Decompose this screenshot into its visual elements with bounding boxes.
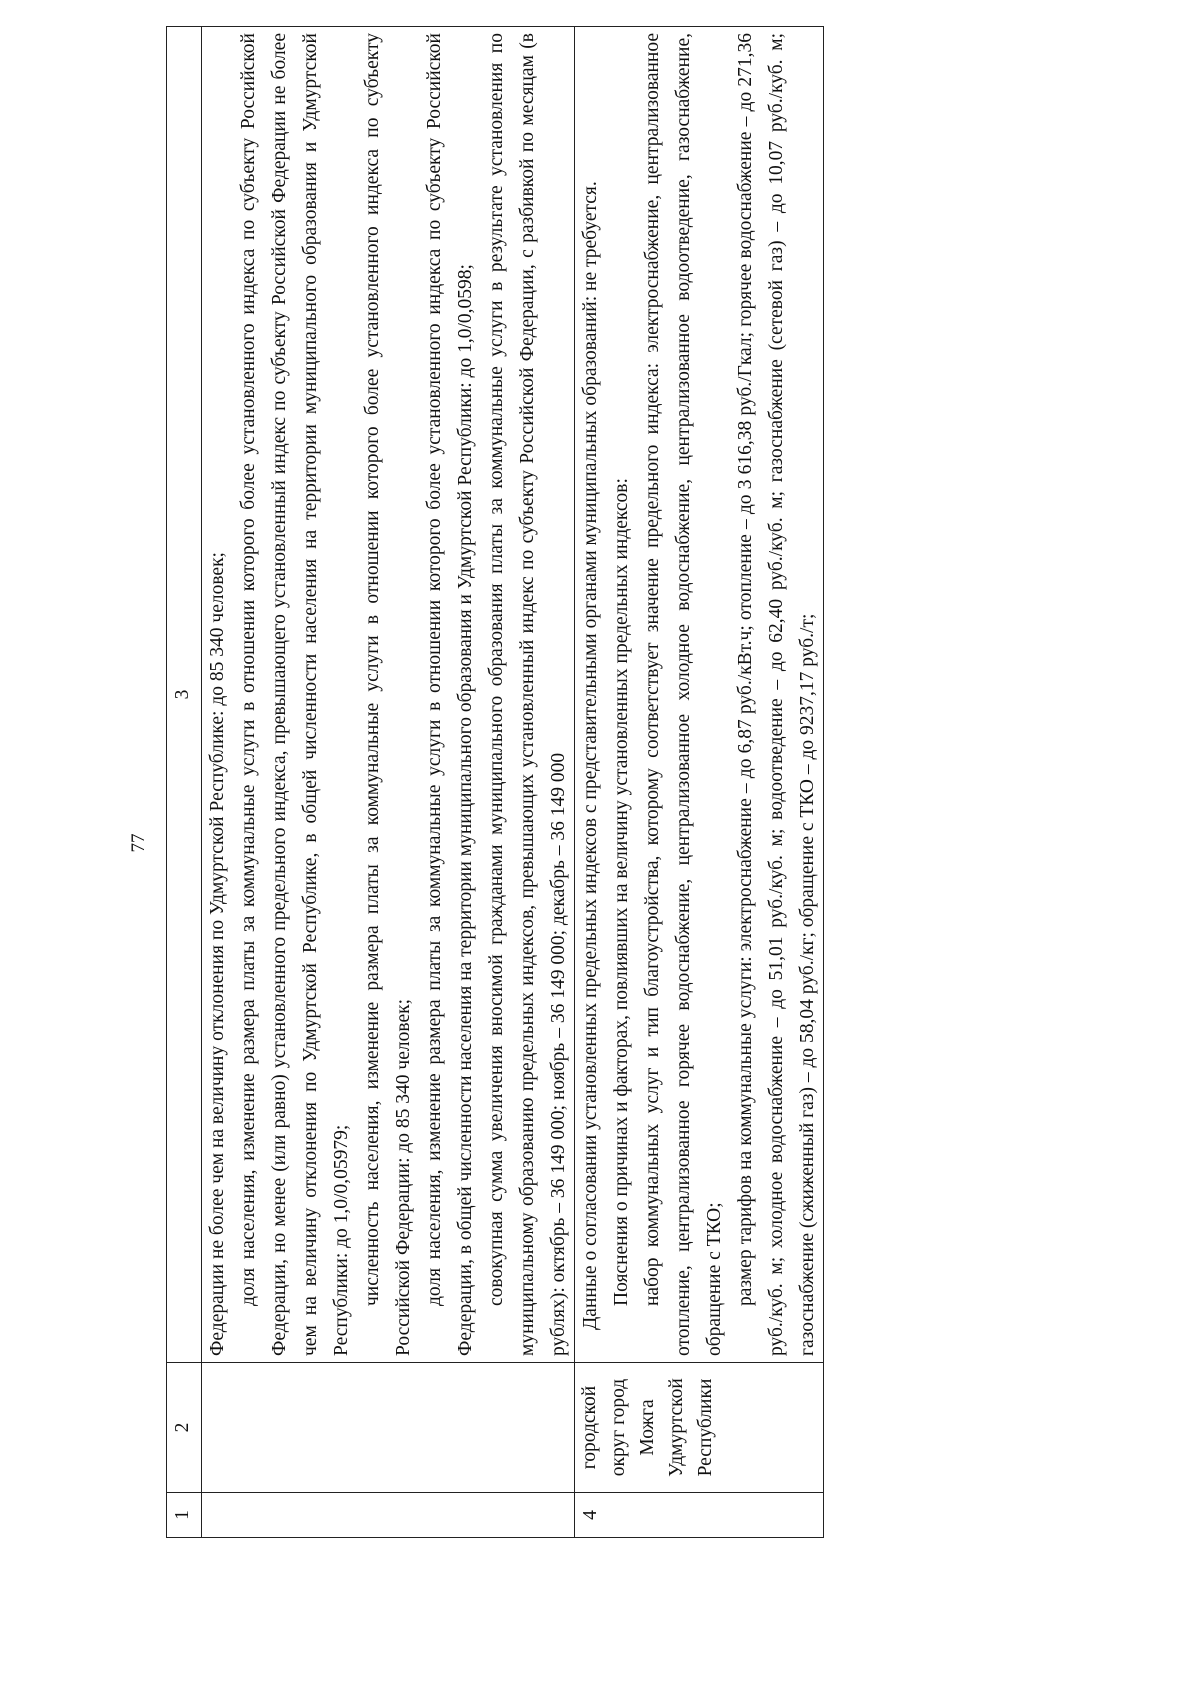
paragraph: Пояснения о причинах и факторах, повлиявших на величину установленных предельных индексов: (611, 478, 632, 1306)
row-content (575, 27, 824, 1363)
paragraph: численность населения, изменение размера платы за коммунальные услуги в отношении которого более установленного индекса по субъекту Российской Федерации: до 85 340 человек; (362, 33, 414, 1356)
table-row (575, 27, 824, 1538)
row-number (202, 1493, 575, 1538)
table-row (202, 27, 575, 1538)
column-header-content: 3 (167, 27, 202, 1363)
paragraph: Федерации не более чем на величину отклонения по Удмуртской Республике: до 85 340 человек; (207, 552, 228, 1356)
paragraph: совокупная сумма увеличения вносимой гражданами муниципального образования платы за коммунальные услуги в результате установления по муниципальному образованию предельных индексов, превышающих установленный индекс по субъекту Российской Федерации, с разбивкой по месяцам (в рублях): октябрь – 36 149 000; ноябрь – 36 149 000; декабрь – 36 149 000 (486, 33, 569, 1356)
paragraph: набор коммунальных услуг и тип благоустройства, которому соответствует значение предельного индекса: электроснабжение, централизованное отопление, централизованное горячее водоснабжение, централизованное холодное водоснабжение, централизованное водоотведение, газоснабжение, обращение с ТКО; (642, 33, 725, 1356)
table-header-row (167, 27, 202, 1538)
column-header-region: 2 (167, 1363, 202, 1493)
row-region: городской округ город Можга Удмуртской Республики (575, 1363, 824, 1493)
row-number: 4 (575, 1493, 824, 1538)
row-content (202, 27, 575, 1363)
paragraph: размер тарифов на коммунальные услуги: электроснабжение – до 6,87 руб./кВт.ч; отопление – до 3 616,38 руб./Гкал; горячее водоснабжение – до 271,36 руб./куб. м; холодное водоснабжение – до 51,01 руб./куб. м; водоотведение – до 62,40 руб./куб. м; газоснабжение (сетевой газ) – до 10,07 руб./куб. м; газоснабжение (сжиженный газ) – до 58,04 руб./кг; обращение с ТКО – до 9237,17 руб./т; (735, 33, 818, 1356)
paragraph: Данные о согласовании установленных предельных индексов с представительными органами муниципальных образований: не требуется. (580, 181, 601, 1330)
row-region (202, 1363, 575, 1493)
page-number: 77 (128, 833, 149, 853)
column-header-number: 1 (167, 1493, 202, 1538)
paragraph: доля населения, изменение размера платы за коммунальные услуги в отношении которого более установленного индекса по субъекту Российской Федерации, в общей численности населения на территории муниципального образования и Удмуртской Республики: до 1,0/0,0598; (424, 33, 476, 1356)
paragraph: доля населения, изменение размера платы за коммунальные услуги в отношении которого более установленного индекса по субъекту Российской Федерации, но менее (или равно) установленного предельного индекса, превышающего установленный индекс по субъекту Российской Федерации не более чем на величину отклонения по Удмуртской Республике, в общей численности населения на территории муниципального образования и Удмуртской Республики: до 1,0/0,05979; (238, 33, 352, 1356)
data-table (166, 26, 824, 1538)
